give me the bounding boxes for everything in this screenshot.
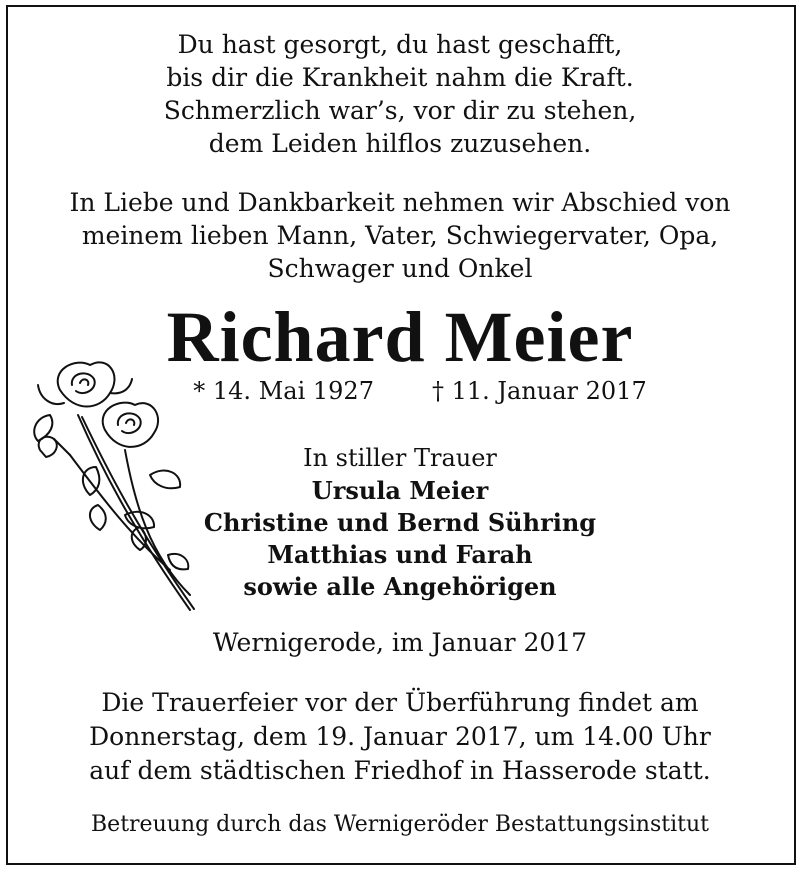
funeral-home-credit: Betreuung durch das Wernigeröder Bestattungsinstitut bbox=[91, 812, 709, 837]
deceased-name: Richard Meier bbox=[166, 297, 634, 377]
service-line: auf dem städtischen Friedhof in Hasserode statt. bbox=[89, 756, 711, 785]
mourner-name: Ursula Meier bbox=[311, 476, 489, 505]
intro-line: In Liebe und Dankbarkeit nehmen wir Abschied von bbox=[69, 188, 731, 217]
death-date: † 11. Januar 2017 bbox=[431, 377, 647, 405]
poem-line: Du hast gesorgt, du hast geschafft, bbox=[177, 30, 623, 59]
place-date: Wernigerode, im Januar 2017 bbox=[212, 628, 588, 657]
poem-line: dem Leiden hilflos zuzusehen. bbox=[208, 129, 592, 158]
service-line: Donnerstag, dem 19. Januar 2017, um 14.00 Uhr bbox=[89, 722, 711, 751]
mourner-name: Christine und Bernd Sühring bbox=[203, 508, 597, 537]
poem-line: Schmerzlich war’s, vor dir zu stehen, bbox=[163, 96, 637, 125]
mourner-name: sowie alle Angehörigen bbox=[243, 572, 557, 601]
poem-line: bis dir die Krankheit nahm die Kraft. bbox=[166, 63, 634, 92]
intro-line: meinem lieben Mann, Vater, Schwiegervater, Opa, bbox=[81, 221, 719, 250]
mourner-name: Matthias und Farah bbox=[267, 540, 533, 569]
mourning-heading: In stiller Trauer bbox=[303, 444, 497, 472]
birth-date: * 14. Mai 1927 bbox=[193, 377, 374, 405]
intro-line: Schwager und Onkel bbox=[267, 254, 533, 283]
service-line: Die Trauerfeier vor der Überführung findet am bbox=[101, 688, 699, 717]
